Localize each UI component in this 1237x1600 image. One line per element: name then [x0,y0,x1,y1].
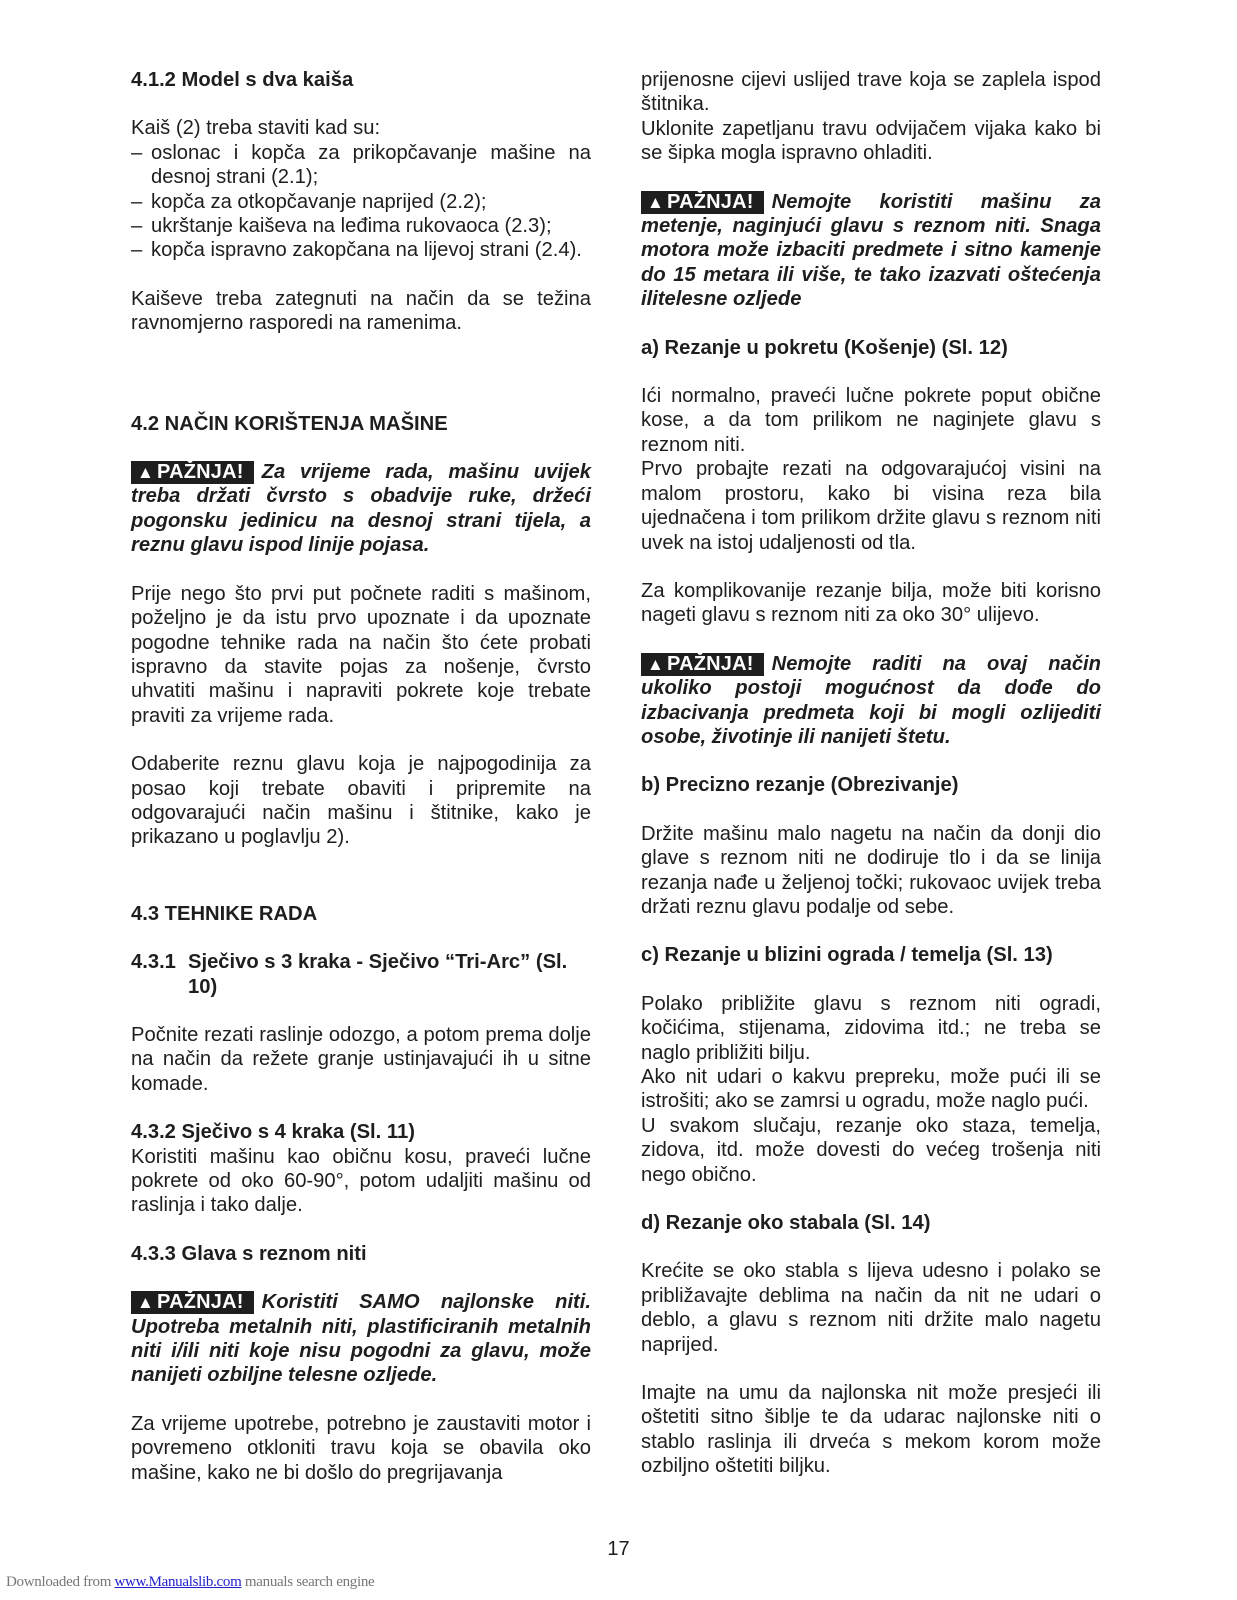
warning-block: ▲ PAŽNJA! Za vrijeme rada, mašinu uvijek treba držati čvrsto s obadvije ruke, držeći pogonsku jedinicu na desnoj strani tijela, a reznu glavu ispod linije pojasa. [131,461,591,557]
warning-triangle-icon: ▲ [647,192,665,212]
section-4-3-2-text: Koristiti mašinu kao običnu kosu, praveći lučne pokrete od oko 60-90°, potom udaljiti mašinu od raslinja i tako dalje. [131,1145,591,1217]
warning-block: ▲ PAŽNJA! Nemojte raditi na ovaj način ukoliko postoji mogućnost da dođe do izbacivanja predmeta koji bi mogli ozlijediti osobe, životinje ili nanijeti štetu. [641,652,1101,748]
section-heading-4-2: 4.2 NAČIN KORIŠTENJA MAŠINE [131,412,448,435]
subheading-b: b) Precizno rezanje (Obrezivanje) [641,774,959,797]
belt-intro: Kaiš (2) treba staviti kad su: [131,117,381,140]
remove-grass-text: Uklonite zapetljanu travu odvijačem vijaka kako bi se šipka mogla ispravno ohladiti. [641,117,1101,165]
warning-badge: ▲ PAŽNJA! [641,653,764,676]
list-item: – kopča ispravno zakopčana na lijevoj strani (2.4). [131,238,591,262]
section-d-text-2: Imajte na umu da najlonska nit može presjeći ili oštetiti sitno šiblje te da udarac najlonske niti o stablo raslinja ili drveća s mekom korom može ozbiljno oštetiti biljku. [641,1382,1101,1478]
section-heading-4-3: 4.3 TEHNIKE RADA [131,902,318,925]
section-a-text-3: Za komplikovanije rezanje bilja, može biti korisno nageti glavu s reznom niti za oko 30° ulijevo. [641,579,1101,627]
choose-head-text: Odaberite reznu glavu koja je najpogodinija za posao koji trebate obaviti i pripremite na odgovarajući način mašinu i štitnike, kako je prikazano u poglavlju 2). [131,753,591,849]
subheading-a: a) Rezanje u pokretu (Košenje) (Sl. 12) [641,336,1008,359]
right-column [641,68,1101,1479]
belt-tension-text: Kaiševe treba zategnuti na način da se težina ravnomjerno rasporedi na ramenima. [131,287,591,335]
warning-triangle-icon: ▲ [137,463,155,483]
continued-text: prijenosne cijevi uslijed trave koja se zaplela ispod štitnika. [641,69,1101,116]
section-b-text: Držite mašinu malo nagetu na način da donji dio glave s reznom niti ne dodiruje tlo i da se linija rezanja nađe u željenoj točki; rukovaoc uvijek treba držati reznu glavu podalje od sebe. [641,822,1101,918]
belt-list [131,141,591,263]
download-footer: Downloaded from www.Manualslib.com manuals search engine [6,1574,375,1590]
list-item: – oslonac i kopča za prikopčavanje mašine na desnoj strani (2.1); [131,141,591,190]
section-a-text-2: Prvo probajte rezati na odgovarajućoj visini na malom prostoru, kako bi visina reza bila ujednačena i tom prilikom držite glavu s reznom niti uvek na istoj udaljenosti od tla. [641,458,1101,554]
section-c-text-2: Ako nit udari o kakvu prepreku, može pući ili se istrošiti; ako se zamrsi u ogradu, može naglo pući. [641,1066,1101,1113]
subheading-c: c) Rezanje u blizini ograda / temelja (Sl. 13) [641,944,1053,967]
subheading-d: d) Rezanje oko stabala (Sl. 14) [641,1212,931,1235]
manualslib-link[interactable]: www.Manualslib.com [114,1574,242,1590]
first-use-text: Prije nego što prvi put počnete raditi s mašinom, poželjno je da istu prvo upoznate i da upoznate pogodne tehnike rada na način što ćete probati ispravno da stavite pojas za nošenje, čvrsto uhvatiti mašinu i napraviti pokrete koje trebate praviti za vrijeme rada. [131,582,591,727]
section-c-text-1: Polako približite glavu s reznom niti ogradi, kočićima, stijenama, zidovima itd.; ne treba se naglo približiti bilju. [641,992,1101,1064]
section-d-text-1: Krećite se oko stabla s lijeva udesno i polako se približavajte deblima na način da nit ne udari o deblo, a glavu s reznom niti držite malo nagetu naprijed. [641,1260,1101,1356]
section-heading-4-1-2: 4.1.2 Model s dva kaiša [131,69,354,91]
warning-badge: ▲ PAŽNJA! [131,1291,254,1314]
section-a-text-1: Ići normalno, praveći lučne pokrete poput obične kose, a da tom prilikom ne naginjete glavu s reznom niti. [641,385,1101,456]
warning-triangle-icon: ▲ [137,1293,155,1313]
warning-badge: ▲ PAŽNJA! [131,461,254,484]
warning-badge: ▲ PAŽNJA! [641,191,764,214]
list-item: – ukrštanje kaiševa na leđima rukovaoca (2.3); [131,214,591,238]
section-4-3-1-text: Počnite rezati raslinje odozgo, a potom prema dolje na način da režete granje ustinjavajući ih u sitne komade. [131,1023,591,1095]
list-item: – kopča za otkopčavanje naprijed (2.2); [131,190,591,214]
warning-block: ▲ PAŽNJA! Nemojte koristiti mašinu za metenje, naginjući glavu s reznom niti. Snaga motora može izbaciti predmete i sitno kamenje do 15 metara ili više, te tako izazvati oštećenja ilitelesne ozljede [641,190,1101,311]
stop-motor-text: Za vrijeme upotrebe, potrebno je zaustaviti motor i povremeno otkloniti travu koja se obavila oko mašine, kako ne bi došlo do pregrijavanja [131,1412,591,1484]
section-heading-4-3-3: 4.3.3 Glava s reznom niti [131,1242,367,1265]
warning-triangle-icon: ▲ [647,654,665,674]
section-heading-4-3-1: 4.3.1 Sječivo s 3 kraka - Sječivo “Tri-Arc” (Sl. 10) [131,951,568,998]
warning-block: ▲ PAŽNJA! Koristiti SAMO najlonske niti. Upotreba metalnih niti, plastificiranih metalnih niti i/ili niti koje nisu pogodni za glavu, može nanijeti ozbiljne telesne ozljede. [131,1291,591,1387]
page-number: 17 [607,1538,630,1560]
left-column [131,68,591,1485]
section-c-text-3: U svakom slučaju, rezanje oko staza, temelja, zidova, itd. može dovesti do većeg trošenja niti nego obično. [641,1114,1101,1186]
section-heading-4-3-2: 4.3.2 Sječivo s 4 kraka (Sl. 11) [131,1121,415,1144]
